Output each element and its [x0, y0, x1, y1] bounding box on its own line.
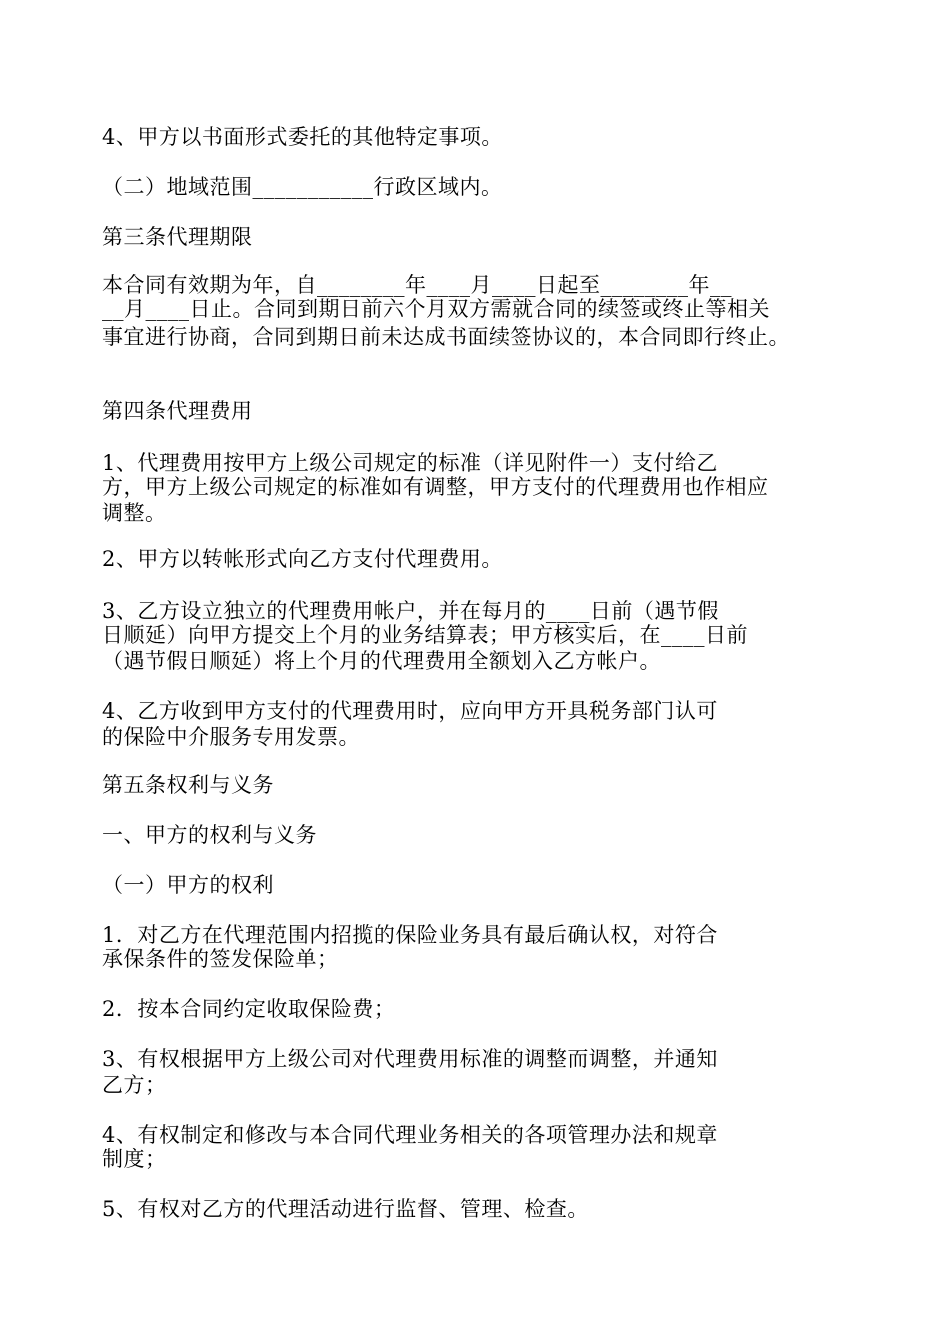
heading-party-a-rights-duties: 一、甲方的权利与义务 [102, 823, 317, 847]
heading-article-3: 第三条代理期限 [102, 225, 253, 249]
para-term-line-3: 事宜进行协商，合同到期日前未达成书面续签协议的，本合同即行终止。 [102, 325, 790, 349]
para-right-4-line-2: 制度； [102, 1147, 167, 1171]
para-right-3-line-2: 乙方； [102, 1073, 167, 1097]
para-term-line-1: 本合同有效期为年，自________年____月____日起至________年__ [102, 273, 732, 297]
para-term-line-2: __月____日止。合同到期日前六个月双方需就合同的续签或终止等相关 [102, 297, 770, 321]
para-fee-4-line-1: 4、乙方收到甲方支付的代理费用时，应向甲方开具税务部门认可 [102, 699, 718, 723]
para-fee-1-line-2: 方，甲方上级公司规定的标准如有调整，甲方支付的代理费用也作相应 [102, 475, 769, 499]
para-fee-2-line-1: 2、甲方以转帐形式向乙方支付代理费用。 [102, 547, 503, 571]
para-fee-3-line-1: 3、乙方设立独立的代理费用帐户，并在每月的____日前（遇节假 [102, 599, 719, 623]
para-right-4-line-1: 4、有权制定和修改与本合同代理业务相关的各项管理办法和规章 [102, 1123, 718, 1147]
para-fee-3-line-2: 日顺延）向甲方提交上个月的业务结算表；甲方核实后，在____日前 [102, 623, 748, 647]
para-right-2-line-1: 2．按本合同约定收取保险费； [102, 997, 396, 1021]
para-right-1-line-1: 1．对乙方在代理范围内招揽的保险业务具有最后确认权，对符合 [102, 923, 718, 947]
para-fee-4-line-2: 的保险中介服务专用发票。 [102, 725, 360, 749]
para-right-1-line-2: 承保条件的签发保险单； [102, 947, 339, 971]
para-item-4-line-1: 4、甲方以书面形式委托的其他特定事项。 [102, 125, 503, 149]
para-right-5-line-1: 5、有权对乙方的代理活动进行监督、管理、检查。 [102, 1197, 589, 1221]
para-region-line-1: （二）地域范围___________行政区域内。 [102, 175, 503, 199]
para-fee-1-line-3: 调整。 [102, 501, 167, 525]
para-fee-3-line-3: （遇节假日顺延）将上个月的代理费用全额划入乙方帐户。 [102, 649, 661, 673]
heading-article-5: 第五条权利与义务 [102, 773, 274, 797]
para-fee-1-line-1: 1、代理费用按甲方上级公司规定的标准（详见附件一）支付给乙 [102, 451, 718, 475]
heading-party-a-rights: （一）甲方的权利 [102, 873, 274, 897]
para-right-3-line-1: 3、有权根据甲方上级公司对代理费用标准的调整而调整，并通知 [102, 1047, 718, 1071]
heading-article-4: 第四条代理费用 [102, 399, 253, 423]
